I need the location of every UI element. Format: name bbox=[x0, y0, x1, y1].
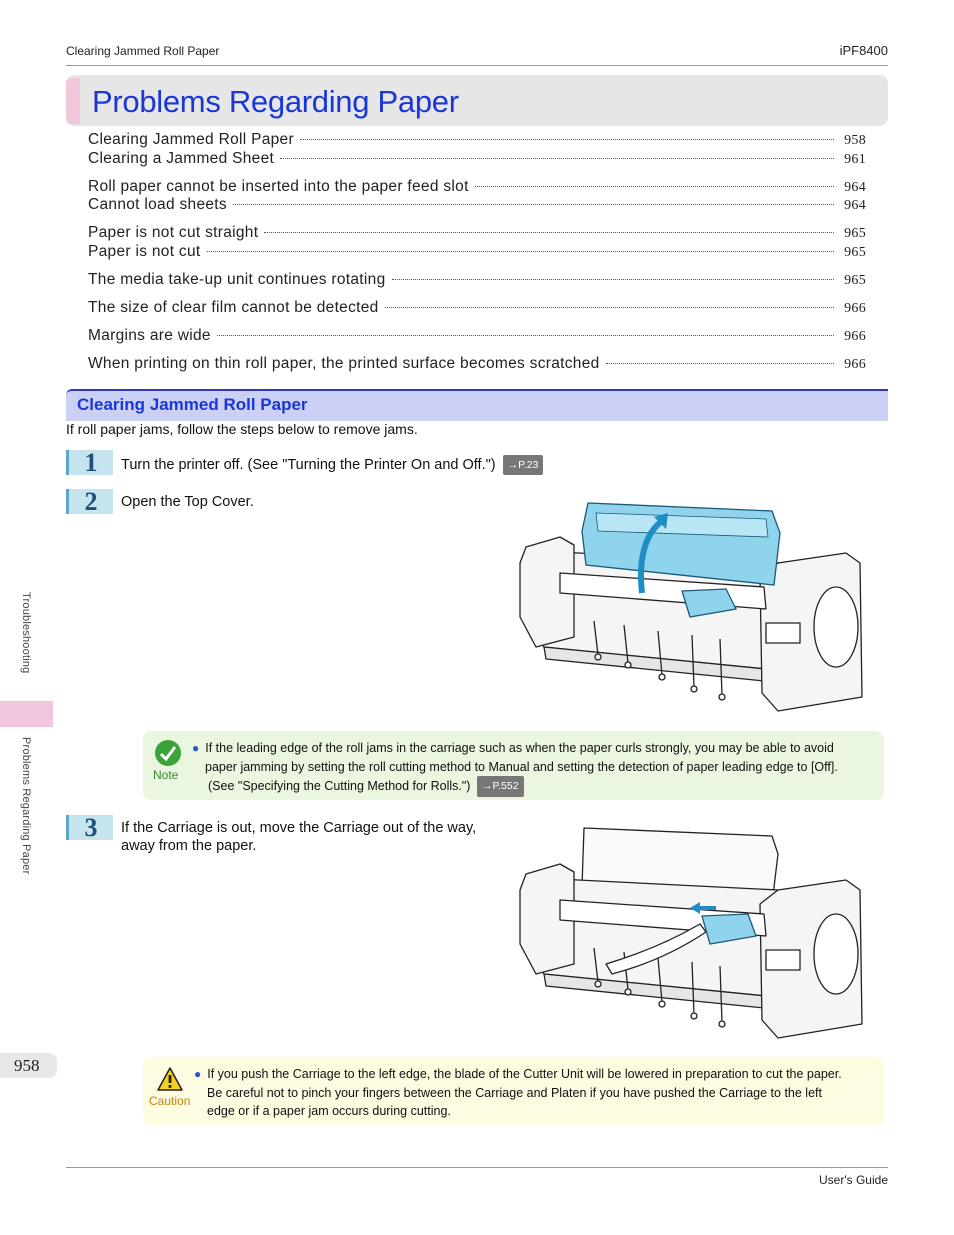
toc-item-label: Paper is not cut bbox=[88, 243, 201, 260]
section-title: Clearing Jammed Roll Paper bbox=[77, 395, 308, 414]
toc-item-label: Clearing a Jammed Sheet bbox=[88, 150, 275, 167]
pencil-check-icon bbox=[153, 738, 183, 768]
step-number: 3 bbox=[66, 815, 113, 840]
toc-item-label: The media take-up unit continues rotating bbox=[88, 271, 386, 288]
title-accent bbox=[66, 78, 80, 124]
sidebar-active-tab bbox=[0, 701, 53, 727]
toc-item-page: 965 bbox=[844, 245, 866, 260]
bullet-icon: ● bbox=[194, 1067, 202, 1081]
toc-leader bbox=[606, 363, 834, 364]
caution-line-2: Be careful not to pinch your fingers between the Carriage and Platen if you have pushed the Carriage to the left bbox=[207, 1085, 822, 1100]
footer-rule bbox=[66, 1167, 888, 1168]
toc-leader bbox=[300, 139, 834, 140]
sidebar-chapter-label[interactable]: Troubleshooting bbox=[20, 592, 32, 674]
toc-item-label: Cannot load sheets bbox=[88, 196, 227, 213]
page-number: 958 bbox=[14, 1056, 40, 1075]
caution-label: Caution bbox=[149, 1094, 191, 1108]
step-number: 1 bbox=[66, 450, 113, 475]
note-line-3: (See "Specifying the Cutting Method for Rolls.") bbox=[208, 779, 471, 793]
step-number: 2 bbox=[66, 489, 113, 514]
toc-item-label: Paper is not cut straight bbox=[88, 224, 259, 241]
toc-item-page: 958 bbox=[844, 133, 866, 148]
note-text bbox=[192, 739, 880, 797]
bullet-icon: ● bbox=[192, 741, 200, 755]
toc-item[interactable] bbox=[88, 327, 866, 345]
toc-leader bbox=[475, 186, 834, 187]
printer-cover-open-illustration bbox=[516, 497, 882, 715]
toc-item[interactable] bbox=[88, 196, 866, 214]
toc-item[interactable] bbox=[88, 224, 866, 242]
toc-leader bbox=[233, 204, 834, 205]
caution-line-1: If you push the Carriage to the left edge, the blade of the Cutter Unit will be lowered in preparation to cut the paper. bbox=[207, 1067, 842, 1081]
toc-item-page: 966 bbox=[844, 301, 866, 316]
toc-item-label: Margins are wide bbox=[88, 327, 211, 344]
toc-item[interactable] bbox=[88, 299, 866, 317]
toc-item-page: 964 bbox=[844, 180, 866, 195]
step-1-text: Turn the printer off. (See "Turning the Printer On and Off.") bbox=[121, 457, 496, 473]
toc-item[interactable] bbox=[88, 178, 866, 196]
toc-item-page: 961 bbox=[844, 152, 866, 167]
toc-leader bbox=[392, 279, 835, 280]
warning-triangle-icon bbox=[156, 1066, 184, 1092]
toc-item-label: Clearing Jammed Roll Paper bbox=[88, 131, 294, 148]
toc-item-page: 965 bbox=[844, 273, 866, 288]
running-header-model: iPF8400 bbox=[839, 43, 888, 58]
section-intro: If roll paper jams, follow the steps below to remove jams. bbox=[66, 421, 418, 437]
toc-leader bbox=[280, 158, 834, 159]
printer-move-carriage-illustration bbox=[516, 824, 882, 1042]
toc-item-page: 964 bbox=[844, 198, 866, 213]
sidebar-section-label[interactable]: Problems Regarding Paper bbox=[20, 737, 32, 875]
toc-item-label: When printing on thin roll paper, the printed surface becomes scratched bbox=[88, 355, 600, 372]
toc-item[interactable] bbox=[88, 150, 866, 168]
toc-leader bbox=[385, 307, 834, 308]
toc-item-label: Roll paper cannot be inserted into the paper feed slot bbox=[88, 178, 469, 195]
page-link[interactable]: →P.552 bbox=[477, 776, 524, 797]
page-link[interactable]: →P.23 bbox=[503, 455, 544, 475]
toc-item[interactable] bbox=[88, 271, 866, 289]
running-header-section: Clearing Jammed Roll Paper bbox=[66, 44, 220, 58]
step-text bbox=[121, 455, 543, 475]
toc-item[interactable] bbox=[88, 131, 866, 149]
step-3-text: If the Carriage is out, move the Carriage out of the way, away from the paper. bbox=[121, 820, 477, 854]
caution-line-3: edge or if a paper jam occurs during cutting. bbox=[207, 1104, 451, 1118]
page-title: Problems Regarding Paper bbox=[92, 84, 459, 119]
toc-leader bbox=[217, 335, 834, 336]
step-2-text: Open the Top Cover. bbox=[121, 494, 254, 510]
note-line-1: If the leading edge of the roll jams in the carriage such as when the paper curls strongly, you may be able to avoid bbox=[205, 741, 834, 755]
note-line-2: paper jamming by setting the roll cutting method to Manual and setting the detection of paper leading edge to [Off]. bbox=[205, 759, 838, 774]
toc-leader bbox=[207, 251, 835, 252]
toc-item-page: 965 bbox=[844, 226, 866, 241]
footer-label: User's Guide bbox=[819, 1173, 888, 1187]
header-rule bbox=[66, 65, 888, 66]
note-label: Note bbox=[153, 768, 179, 782]
toc-item-page: 966 bbox=[844, 329, 866, 344]
toc-item-label: The size of clear film cannot be detected bbox=[88, 299, 379, 316]
toc-item[interactable] bbox=[88, 243, 866, 261]
toc-item-page: 966 bbox=[844, 357, 866, 372]
toc-item[interactable] bbox=[88, 355, 866, 373]
toc-leader bbox=[264, 232, 834, 233]
caution-text bbox=[194, 1065, 882, 1121]
